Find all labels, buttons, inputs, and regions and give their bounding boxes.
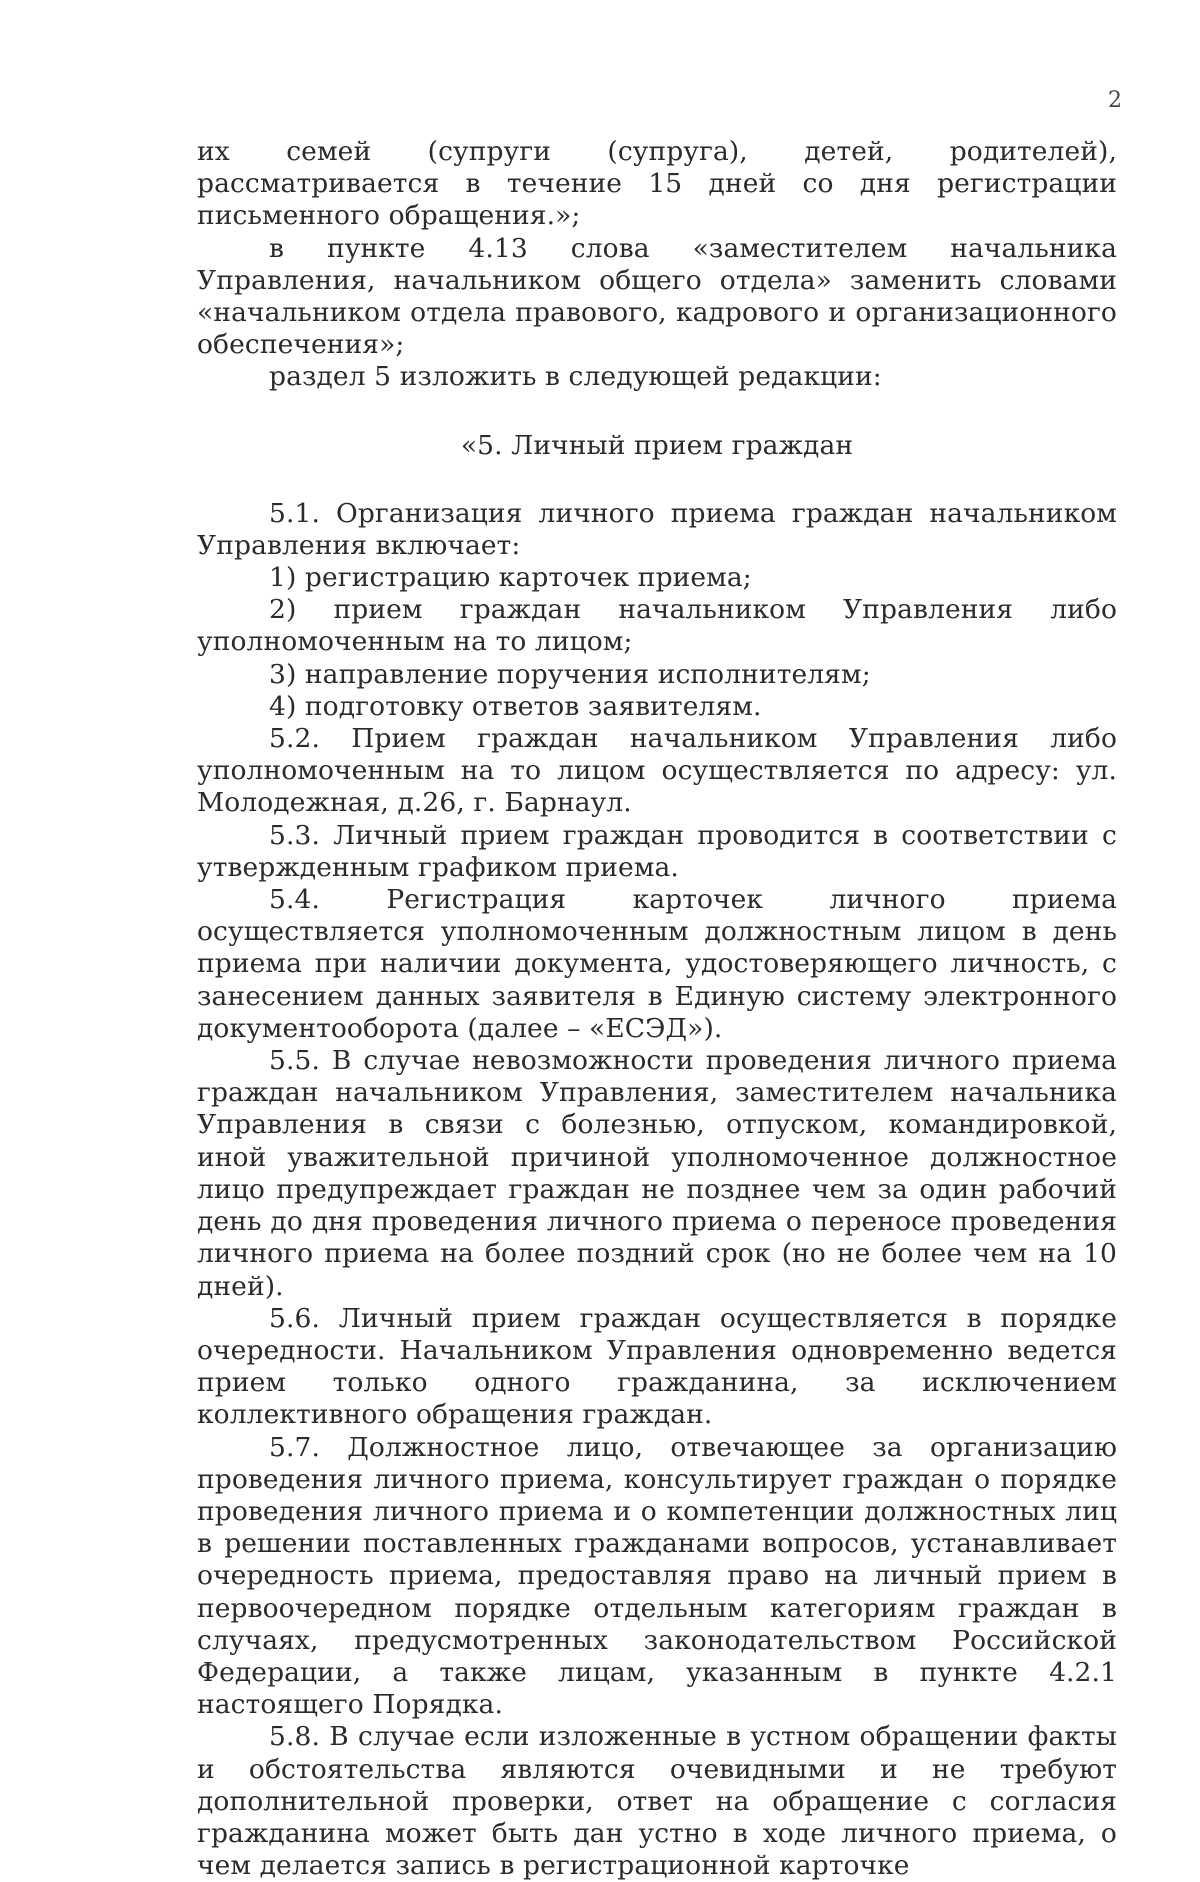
- paragraph-5-5: 5.5. В случае невозможности проведения личного приема граждан начальником Управления, заместителем начальника Управления в связи с болезнью, отпуском, командировкой, иной уважительной причиной уполномоченное должностное лицо предупреждает граждан не позднее чем за один рабочий день до дня проведения личного приема о переносе проведения личного приема на более поздний срок (но не более чем на 10 дней).: [197, 1045, 1117, 1302]
- paragraph-5-3: 5.3. Личный прием граждан проводится в соответствии с утвержденным графиком приема.: [197, 819, 1117, 883]
- paragraph-continuation: их семей (супруги (супруга), детей, родителей), рассматривается в течение 15 дней со дня регистрации письменного обращения.»;: [197, 136, 1117, 232]
- list-item-4: 4) подготовку ответов заявителям.: [269, 690, 762, 722]
- paragraph-amendment-4-13: в пункте 4.13 слова «заместителем начальника Управления, начальником общего отдела» заменить словами «начальником отдела правового, кадрового и организационного обеспечения»;: [197, 232, 1117, 361]
- paragraph-5-1: 5.1. Организация личного приема граждан начальником Управления включает:: [197, 497, 1117, 561]
- list-item-3: 3) направление поручения исполнителям;: [269, 658, 871, 690]
- list-item-1: 1) регистрацию карточек приема;: [269, 562, 752, 594]
- paragraph-5-2: 5.2. Прием граждан начальником Управления либо уполномоченным на то лицом осуществляется по адресу: ул. Молодежная, д.26, г. Барнаул.: [197, 723, 1117, 819]
- list-item-2: 2) прием граждан начальником Управления либо уполномоченным на то лицом;: [197, 594, 1117, 658]
- document-body: [197, 136, 1117, 1882]
- paragraph-section-5-intro: раздел 5 изложить в следующей редакции:: [269, 361, 882, 393]
- paragraph-5-8: 5.8. В случае если изложенные в устном обращении факты и обстоятельства являются очевидными и не требуют дополнительной проверки, ответ на обращение с согласия гражданина может быть дан устно в ходе личного приема, о чем делается запись в регистрационной карточке: [197, 1721, 1117, 1882]
- paragraph-5-4: 5.4. Регистрация карточек личного приема осуществляется уполномоченным должностным лицом в день приема при наличии документа, удостоверяющего личность, с занесением данных заявителя в Единую систему электронного документооборота (далее – «ЕСЭД»).: [197, 884, 1117, 1044]
- page-number: 2: [1108, 88, 1122, 113]
- paragraph-5-6: 5.6. Личный прием граждан осуществляется в порядке очередности. Начальником Управления одновременно ведется прием только одного гражданина, за исключением коллективного обращения граждан.: [197, 1302, 1117, 1431]
- paragraph-5-7: 5.7. Должностное лицо, отвечающее за организацию проведения личного приема, консультирует граждан о порядке проведения личного приема и о компетенции должностных лиц в решении поставленных гражданами вопросов, устанавливает очередность приема, предоставляя право на личный прием в первоочередном порядке отдельным категориям граждан в случаях, предусмотренных законодательством Российской Федерации, а также лицам, указанным в пункте 4.2.1 настоящего Порядка.: [197, 1431, 1117, 1721]
- section-heading: «5. Личный прием граждан: [460, 429, 854, 461]
